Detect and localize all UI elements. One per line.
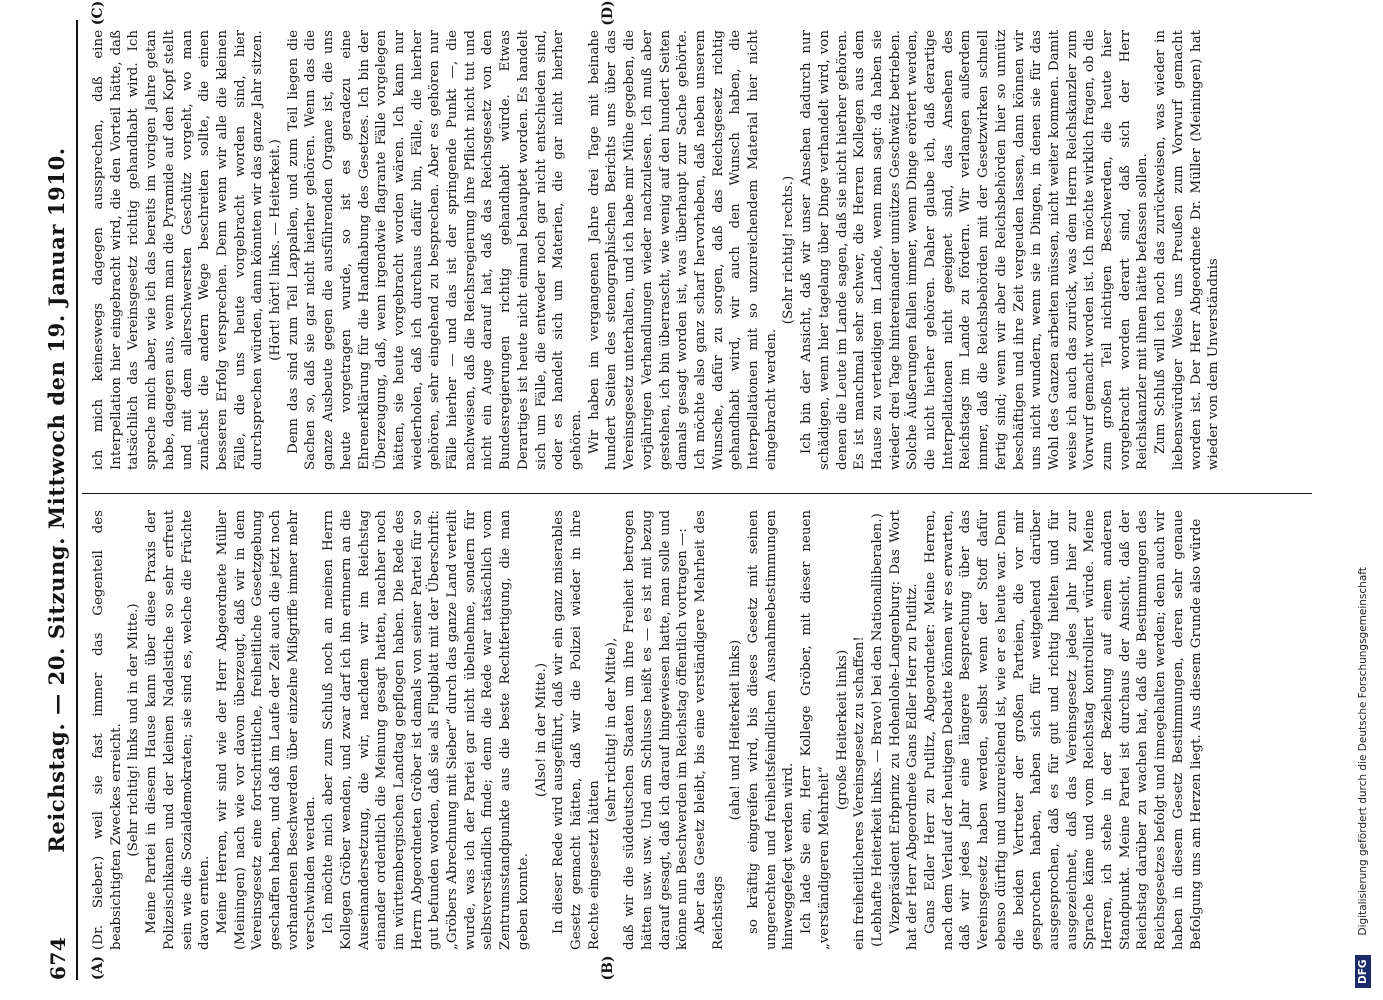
margin-mark-d: (D) <box>600 0 616 26</box>
running-head: Reichstag. — 20. Sitzung. Mittwoch den 19. Januar 1910. <box>44 147 69 853</box>
margin-mark-c: (C) <box>90 0 106 26</box>
paragraph: Ich möchte mich aber zum Schluß noch an meinen Herrn Kollegen Gröber wenden, und zwar darf ich ihn erinnern an die Auseinandersetzung, die wir, nachdem wir im Reichstag einander ordentlich die Meinung gesagt hatten, nachher noch im württembergischen Landtag gepflogen haben. Die Rede des Herrn Abgeordneten Gröber ist damals von seiner Partei für so gut befunden worden, daß sie als Flugblatt mit der Überschrift: „Gröbers Abrechnung mit Sieber“ durch das ganze Land verteilt wurde, was ich der Partei gar nicht übelnehme, sondern für selbstverständlich finde; denn die Rede war tatsächlich vom Zentrumsstandpunkte aus die beste Rechtfertigung, die man geben konnte. <box>321 510 531 950</box>
interjection: (sehr richtig! in der Mitte), <box>604 637 620 823</box>
margin-mark-b: (B) <box>600 955 616 981</box>
paragraph: (Dr. Sieber.) weil sie fast immer das Gegenteil des beabsichtigten Zweckes erreicht. <box>91 510 124 950</box>
paragraph: Ich lade Sie ein, Herr Kollege Gröber, mit dieser neuen „verständigeren Mehrheit“ <box>799 510 832 950</box>
left-column <box>90 510 1310 950</box>
paragraph: Zum Schluß will ich noch das zurückweisen, was wieder in liebenswürdiger Weise uns Preußen zum Vorwurf gemacht worden ist. Der Herr Abgeordnete Dr. Müller (Meiningen) hat wieder von dem Unverständnis <box>1153 30 1222 470</box>
interjection: (Sehr richtig! rechts.) <box>781 175 797 325</box>
interjection: (Also! in der Mitte.) <box>533 662 549 798</box>
document-page <box>40 0 1320 981</box>
interjection: (Sehr richtig! links und in der Mitte.) <box>126 603 142 857</box>
interjection: (aha! und Heiterkeit links) <box>728 639 744 821</box>
paragraph: In dieser Rede wird ausgeführt, daß wir ein ganz miserables Gesetz gemacht hätten, daß wir die Polizei wieder in ihre Rechte eingesetzt hätten <box>551 510 602 950</box>
interjection: (große Heiterkeit links) <box>834 649 850 811</box>
paragraph: daß wir die süddeutschen Staaten um ihre Freiheit betrogen hätten usw. usw. Und am Schlusse heißt es — es ist mit bezug darauf gesagt, daß ich darauf hingewiesen hatte, man solle und könne nun Beschwerden im Reichstag öffentlich vortragen —: <box>622 510 691 950</box>
margin-mark-a: (A) <box>90 955 106 981</box>
column-divider <box>82 493 1312 494</box>
dfg-logo: DFG <box>1355 955 1371 988</box>
paragraph: ein freiheitlicheres Vereinsgesetz zu schaffen! <box>852 636 868 950</box>
quotation: so kräftig eingreifen wird, bis dieses Gesetz mit seinen ungerechten und freiheitsfeindlichen Ausnahmebestimmungen hinweggefegt werden wird. <box>746 510 797 950</box>
credit-text: Digitalisierung gefördert durch die Deutsche Forschungsgemeinschaft <box>1357 567 1369 936</box>
page-header <box>40 20 78 980</box>
paragraph: Denn das sind zum Teil Lappalien, und zum Teil liegen die Sachen so, daß sie gar nicht hierher gehören. Wenn das die ganze Ausbeute gegen die ausführenden Organe ist, die uns heute vorgetragen wurde, so ist es geradezu eine Ehrenerklärung für die Handhabung des Gesetzes. Ich bin der Überzeugung, daß, wenn irgendwie flagrante Fälle vorgelegen hätten, sie heute vorgebracht worden wären. Ich kann nur wiederholen, daß ich durchaus dafür bin, Fälle, die hierher gehören, sehr eingehend zu besprechen. Aber es gehören nur Fälle hierher — und das ist der springende Punkt —, die nachweisen, daß die Reichsregierung ihre Pflicht nicht tut und nicht ein Auge darauf hat, daß das Reichsgesetz von den Bundesregierungen richtig gehandhabt würde. Etwas Derartiges ist heute nicht einmal behauptet worden. Es handelt sich um Fälle, die entweder noch gar nicht entschieden sind, oder es handelt sich um Materien, die gar nicht hierher gehören. <box>285 30 584 470</box>
paragraph: Wir haben im vergangenen Jahre drei Tage mit beinahe hundert Seiten des stenographischen Berichts uns über das Vereinsgesetz unterhalten, und ich habe mir Mühe gegeben, die vorjährigen Verhandlungen wieder nachzulesen. Ich muß aber gestehen, ich bin überrascht, wie wenig auf den hundert Seiten damals gesagt worden ist, was überhaupt zur Sache gehörte. Ich möchte also ganz scharf hervorheben, daß neben unserem Wunsche, dafür zu sorgen, daß das Reichsgesetz richtig gehandhabt wird, wir auch den Wunsch haben, die Interpellationen mit so unzureichendem Material hier nicht eingebracht werden. <box>586 30 779 470</box>
right-column <box>90 30 1310 470</box>
speaker-paragraph: Gans Edler Herr zu Putlitz, Abgeordneter: Meine Herren, nach dem Verlauf der heutigen Debatte können wir es erwarten, daß wir jedes Jahr eine längere Besprechung über das Vereinsgesetz haben werden, selbst wenn der Stoff dafür ebenso dürftig und unzureichend ist, wie er es heute war. Denn die beiden Vertreter der großen Parteien, die vor mir gesprochen haben, haben sich für weitgehend darüber ausgesprochen, daß es für gut und richtig hielten und für ausgezeichnet, daß das Vereinsgesetz jedes Jahr hier zur Sprache käme und vom Reichstag kontrolliert würde. Meine Herren, ich stehe in der Beziehung auf einem anderen Standpunkt. Meine Partei ist durchaus der Ansicht, daß der Reichstag darüber zu wachen hat, daß die Bestimmungen des Reichsgesetzes befolgt und innegehalten werden; denn auch wir haben in diesem Gesetz Bestimmungen, deren sehr genaue Befolgung uns am Herzen liegt. Aus diesem Grunde also würde <box>923 510 1204 950</box>
interjection: (Hört! hört! links. — Heiterkeit.) <box>268 139 284 361</box>
paragraph: ich mich keineswegs dagegen aussprechen, daß eine Interpellation hier eingebracht wird, die den Vorteil hätte, daß tatsächlich das Vereinsgesetz richtig gehandhabt wird. Ich spreche mich aber, wie ich das bereits im vorigen Jahre getan habe, dagegen aus, wenn man die Pyramide auf den Kopf stellt und mit dem allerschwersten Geschütz vorgeht, wo man zunächst die andern Wege beschreiten sollte, die einen besseren Erfolg versprechen. Denn wenn wir alle die kleinen Fälle, die uns heute vorgebracht worden sind, hier durchsprechen würden, dann könnten wir das ganze Jahr sitzen. <box>91 30 266 470</box>
quotation: Aber das Gesetz bleibt, bis eine verständigere Mehrheit des Reichstags <box>692 510 726 950</box>
page-number: 674 <box>46 936 70 980</box>
speaker-paragraph: Vizepräsident Erbprinz zu Hohenlohe-Langenburg: Das Wort hat der Herr Abgeordnete Gans Edler Herr zu Putlitz. <box>887 510 921 950</box>
paragraph: Meine Herren, wir sind wie der Herr Abgeordnete Müller (Meiningen) nach wie vor davon überzeugt, daß wir in dem Vereinsgesetz eine fortschrittliche, freiheitliche Gesetzgebung geschaffen haben, und daß im Laufe der Zeit auch die jetzt noch vorhandenen Beschwerden über einzelne Mißgriffe immer mehr verschwinden werden. <box>214 510 319 950</box>
paragraph: Meine Partei in diesem Hause kann über diese Praxis der Polizeischikanen und der kleinen Nadelstiche so sehr erfreut sein wie die Sozialdemokraten; sie sind es, welche die Früchte davon ernten. <box>144 510 213 950</box>
paragraph: Ich bin der Ansicht, daß wir unser Ansehen dadurch nur schädigen, wenn hier tagelang über Dinge verhandelt wird, von denen die Leute im Lande sagen, daß sie nicht hierher gehören. Es ist manchmal sehr schwer, die Herren Kollegen aus dem Hause zu verteidigen im Lande, wenn man sagt: da haben sie wieder drei Tage hintereinander unnützes Geschwätz betrieben. Solche Äußerungen fallen immer, wenn Dinge erörtert werden, die nicht hierher gehören. Daher glaube ich, daß derartige Interpellationen nicht geeignet sind, das Ansehen des Reichstags im Lande zu fördern. Wir verlangen außerdem immer, daß die Reichsbehörden mit der Gesetzwirken schnell fertig sind; wenn wir aber die Reichsbehörden hier so unnütz beschäftigen und ihre Zeit vergeuden lassen, dann können wir uns nicht wundern, wenn sie in Dingen, in denen sie für das Wohl des Ganzen arbeiten müssen, nicht weiter kommen. Damit weise ich auch das zurück, was dem Herrn Reichskanzler zum Vorwurf gemacht worden ist. Ich möchte wirklich fragen, ob die zum großen Teil nichtigen Beschwerden, die heute hier vorgebracht worden derart sind, daß sich der Herr Reichskanzler mit ihnen hätte befassen sollen. <box>799 30 1151 470</box>
digitization-credit <box>1352 8 1374 988</box>
interjection: (Lebhafte Heiterkeit links. — Bravo! bei den Nationalliberalen.) <box>869 513 885 947</box>
